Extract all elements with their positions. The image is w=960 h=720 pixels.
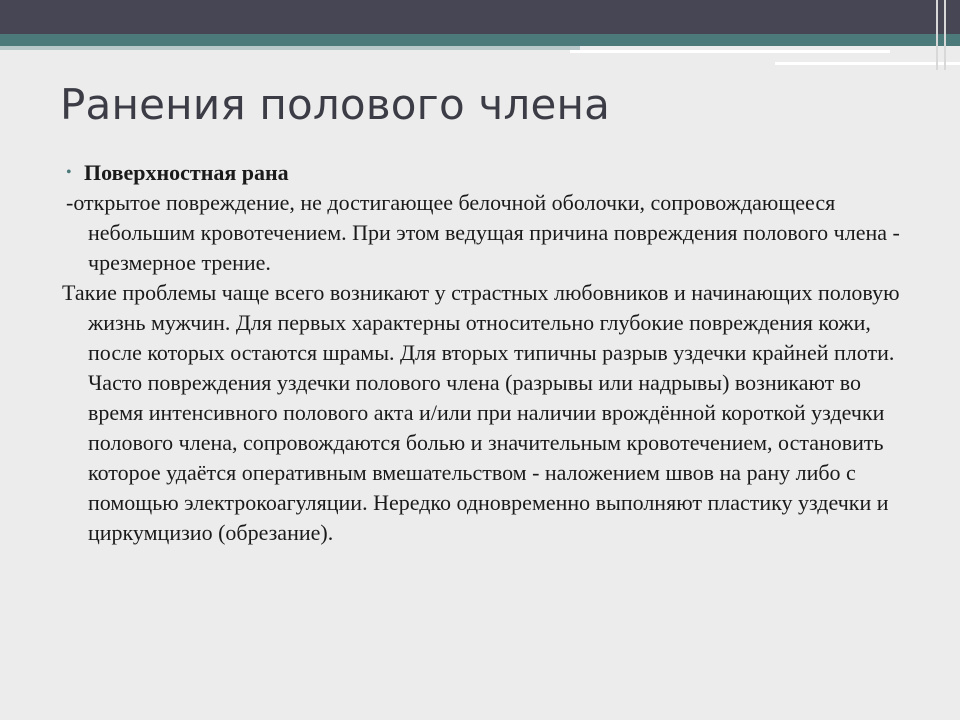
- definition-paragraph: -открытое повреждение, не достигающее белочной оболочки, сопровождающееся небольшим кровотечением. При этом ведущая причина повреждения полового члена - чрезмерное трение.: [66, 190, 900, 275]
- accent-band-lower: [0, 46, 580, 50]
- decorative-line: [570, 50, 890, 53]
- slide-title: Ранения полового члена: [60, 80, 611, 129]
- decorative-line: [775, 62, 960, 65]
- decorative-vertical-line: [936, 0, 938, 70]
- decorative-vertical-line: [944, 0, 946, 70]
- header-bar: [0, 0, 960, 34]
- slide-body: [62, 158, 912, 548]
- bullet-heading: Поверхностная рана: [84, 160, 289, 185]
- bullet-item: [62, 158, 912, 188]
- details-paragraph: Такие проблемы чаще всего возникают у страстных любовников и начинающих половую жизнь мужчин. Для первых характерны относительно глубокие повреждения кожи, после которых остаются шрамы. Для вторых типичны разрыв уздечки крайней плоти. Часто повреждения уздечки полового члена (разрывы или надрывы) возникают во время интенсивного полового акта и/или при наличии врождённой короткой уздечки полового члена, сопровождаются болью и значительным кровотечением, остановить которое удаётся оперативным вмешательством - наложением швов на рану либо с помощью электрокоагуляции. Нередко одновременно выполняют пластику уздечки и циркумцизио (обрезание).: [62, 280, 900, 545]
- bullet-dot-icon: •: [66, 164, 72, 181]
- accent-band: [0, 34, 960, 46]
